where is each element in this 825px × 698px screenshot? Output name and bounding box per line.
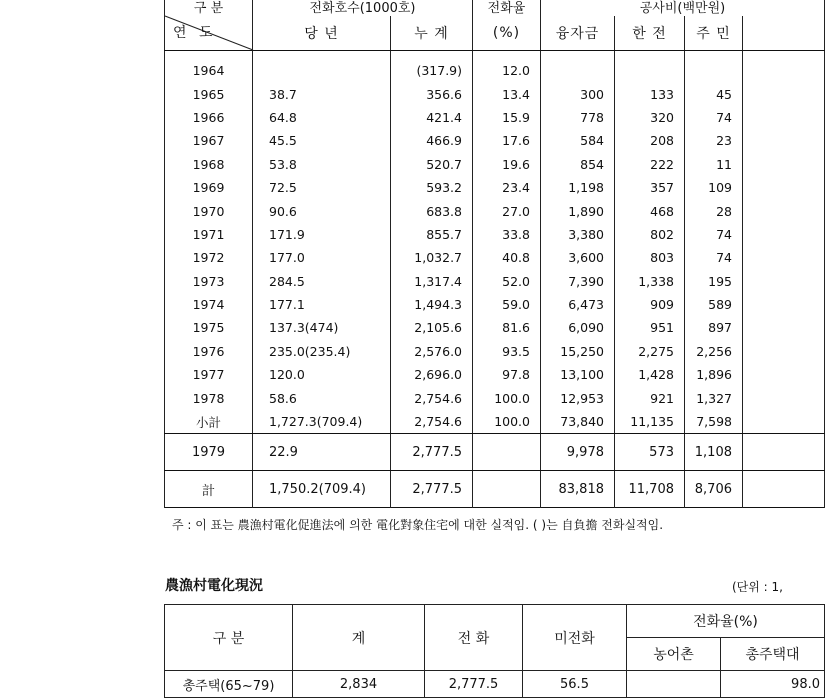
cell-year: 1978 [165, 386, 253, 409]
table-row [165, 270, 825, 293]
cell-year: 1973 [165, 270, 253, 293]
cell-cumulative: 1,317.4 [391, 270, 473, 293]
cell-kepco: 320 [615, 106, 685, 129]
electrification-status-table [164, 604, 825, 698]
cell-current: 72.5 [253, 176, 391, 199]
header-category: 구 분 [165, 605, 293, 671]
table-row [165, 293, 825, 316]
cell-current: 137.3(474) [253, 316, 391, 339]
cell-current: 58.6 [253, 386, 391, 409]
cell-loan: 3,380 [541, 223, 615, 246]
header-rate: 전화율 [473, 0, 541, 16]
cell-year: 1971 [165, 223, 253, 246]
cell-loan: 300 [541, 82, 615, 105]
cell-pct: 33.8 [473, 223, 541, 246]
cell-kepco: 357 [615, 176, 685, 199]
cell-year: 1965 [165, 82, 253, 105]
cell-pct: 97.8 [473, 363, 541, 386]
cell-cumulative: 593.2 [391, 176, 473, 199]
cell-residents: 74 [685, 106, 743, 129]
table-row: 1979 22.9 2,777.5 9,978 573 1,108 [165, 434, 825, 471]
cell-loan: 13,100 [541, 363, 615, 386]
table-row [165, 386, 825, 409]
table-row [165, 106, 825, 129]
cell-year: 1967 [165, 129, 253, 152]
cell-year: 1968 [165, 153, 253, 176]
cell-loan: 6,090 [541, 316, 615, 339]
cell-cumulative: 683.8 [391, 199, 473, 222]
cell-pct: 81.6 [473, 316, 541, 339]
cell-kepco: 133 [615, 82, 685, 105]
cell-kepco [615, 51, 685, 83]
cell-year: 1976 [165, 340, 253, 363]
header-current: 당 년 [253, 16, 391, 51]
cell-loan: 15,250 [541, 340, 615, 363]
cell-residents: 2,256 [685, 340, 743, 363]
table-row: 총주택(65~79) 2,834 2,777.5 56.5 98.0 [165, 671, 825, 698]
cell-year: 小計 [165, 410, 253, 434]
cell-residents: 589 [685, 293, 743, 316]
cell-loan: 584 [541, 129, 615, 152]
cell-cumulative: 855.7 [391, 223, 473, 246]
header-residents: 주 민 [685, 16, 743, 51]
cell-current: 177.0 [253, 246, 391, 269]
cell-residents: 897 [685, 316, 743, 339]
cell-kepco: 909 [615, 293, 685, 316]
cell-year: 1974 [165, 293, 253, 316]
cell-kepco: 2,275 [615, 340, 685, 363]
cell-kepco: 1,428 [615, 363, 685, 386]
cell-pct: 15.9 [473, 106, 541, 129]
cell-loan: 1,890 [541, 199, 615, 222]
cell-cumulative: 1,494.3 [391, 293, 473, 316]
table-row [165, 316, 825, 339]
electrification-performance-table [164, 0, 825, 508]
cell-residents: 109 [685, 176, 743, 199]
cell-pct: 52.0 [473, 270, 541, 293]
header-loan: 융자금 [541, 16, 615, 51]
cell-residents [685, 51, 743, 83]
cell-pct: 93.5 [473, 340, 541, 363]
cell-pct: 40.8 [473, 246, 541, 269]
table-row [165, 340, 825, 363]
header-electrified-households: 전화호수(1000호) [253, 0, 473, 16]
table-row [165, 246, 825, 269]
cell-pct: 12.0 [473, 51, 541, 83]
cell-cumulative: 1,032.7 [391, 246, 473, 269]
header-row [165, 16, 825, 51]
table-row [165, 199, 825, 222]
table-row [165, 51, 825, 83]
cell-pct: 100.0 [473, 410, 541, 434]
cell-year: 1975 [165, 316, 253, 339]
cell-current: 120.0 [253, 363, 391, 386]
header-construction-cost: 공사비(백만원) [541, 0, 825, 16]
cell-cumulative: 356.6 [391, 82, 473, 105]
cell-pct: 13.4 [473, 82, 541, 105]
cell-cumulative: 421.4 [391, 106, 473, 129]
cell-year: 1966 [165, 106, 253, 129]
table-row [165, 176, 825, 199]
cell-current [253, 51, 391, 83]
header-row [165, 605, 825, 638]
cell-loan: 7,390 [541, 270, 615, 293]
cell-current: 90.6 [253, 199, 391, 222]
cell-current: 64.8 [253, 106, 391, 129]
cell-pct: 59.0 [473, 293, 541, 316]
cell-cumulative: 2,754.6 [391, 410, 473, 434]
cell-loan: 3,600 [541, 246, 615, 269]
cell-residents: 11 [685, 153, 743, 176]
cell-current: 171.9 [253, 223, 391, 246]
cell-year: 1964 [165, 51, 253, 83]
header-not-electrified: 미전화 [523, 605, 627, 671]
cell-cumulative: 520.7 [391, 153, 473, 176]
table-row [165, 82, 825, 105]
cell-residents: 74 [685, 246, 743, 269]
cell-kepco: 468 [615, 199, 685, 222]
cell-kepco: 208 [615, 129, 685, 152]
header-category: 구 분 [165, 0, 253, 16]
header-kepco: 한 전 [615, 16, 685, 51]
cell-year: 1970 [165, 199, 253, 222]
cell-cumulative: (317.9) [391, 51, 473, 83]
cell-residents: 74 [685, 223, 743, 246]
cell-cumulative: 466.9 [391, 129, 473, 152]
cell-kepco: 222 [615, 153, 685, 176]
cell-pct: 100.0 [473, 386, 541, 409]
header-pct: (%) [473, 16, 541, 51]
cell-kepco: 802 [615, 223, 685, 246]
cell-pct: 17.6 [473, 129, 541, 152]
cell-current: 38.7 [253, 82, 391, 105]
cell-current: 235.0(235.4) [253, 340, 391, 363]
header-rural: 농어촌 [627, 638, 721, 671]
cell-residents: 23 [685, 129, 743, 152]
cell-residents: 195 [685, 270, 743, 293]
table-row [165, 363, 825, 386]
header-electrified: 전 화 [425, 605, 523, 671]
header-last [743, 16, 825, 51]
cell-current: 284.5 [253, 270, 391, 293]
cell-loan: 73,840 [541, 410, 615, 434]
cell-pct: 27.0 [473, 199, 541, 222]
cell-residents: 28 [685, 199, 743, 222]
cell-loan: 854 [541, 153, 615, 176]
cell-current: 45.5 [253, 129, 391, 152]
total-row: 計 1,750.2(709.4) 2,777.5 83,818 11,708 8,706 [165, 471, 825, 508]
header-rate: 전화율(%) [627, 605, 825, 638]
table-row [165, 129, 825, 152]
cell-residents: 1,327 [685, 386, 743, 409]
cell-loan: 778 [541, 106, 615, 129]
cell-year: 1972 [165, 246, 253, 269]
cell-kepco: 921 [615, 386, 685, 409]
cell-pct: 23.4 [473, 176, 541, 199]
cell-cumulative: 2,105.6 [391, 316, 473, 339]
cell-kepco: 1,338 [615, 270, 685, 293]
cell-cumulative: 2,576.0 [391, 340, 473, 363]
unit-label: (단위 : 1, [732, 580, 783, 594]
cell-cumulative: 2,696.0 [391, 363, 473, 386]
cell-kepco: 951 [615, 316, 685, 339]
cell-loan: 1,198 [541, 176, 615, 199]
cell-loan: 12,953 [541, 386, 615, 409]
cell-year: 1969 [165, 176, 253, 199]
header-total-housing: 총주택대 [721, 638, 825, 671]
cell-pct: 19.6 [473, 153, 541, 176]
cell-residents: 1,896 [685, 363, 743, 386]
cell-current: 1,727.3(709.4) [253, 410, 391, 434]
top-header-row [165, 0, 825, 16]
table-row [165, 153, 825, 176]
table-row [165, 223, 825, 246]
cell-residents: 7,598 [685, 410, 743, 434]
cell-year: 1977 [165, 363, 253, 386]
cell-loan: 6,473 [541, 293, 615, 316]
header-year: 연 도 [165, 16, 253, 51]
header-total: 계 [293, 605, 425, 671]
cell-residents: 45 [685, 82, 743, 105]
cell-kepco: 803 [615, 246, 685, 269]
cell-loan [541, 51, 615, 83]
cell-cumulative: 2,754.6 [391, 386, 473, 409]
section-title: 農漁村電化現況 [165, 578, 263, 594]
header-cumulative: 누 계 [391, 16, 473, 51]
cell-current: 53.8 [253, 153, 391, 176]
table-footnote: 주 : 이 표는 農漁村電化促進法에 의한 電化對象住宅에 대한 실적임. ( )는 自負擔 전화실적임. [172, 518, 664, 532]
table-row [165, 410, 825, 434]
cell-current: 177.1 [253, 293, 391, 316]
cell-kepco: 11,135 [615, 410, 685, 434]
